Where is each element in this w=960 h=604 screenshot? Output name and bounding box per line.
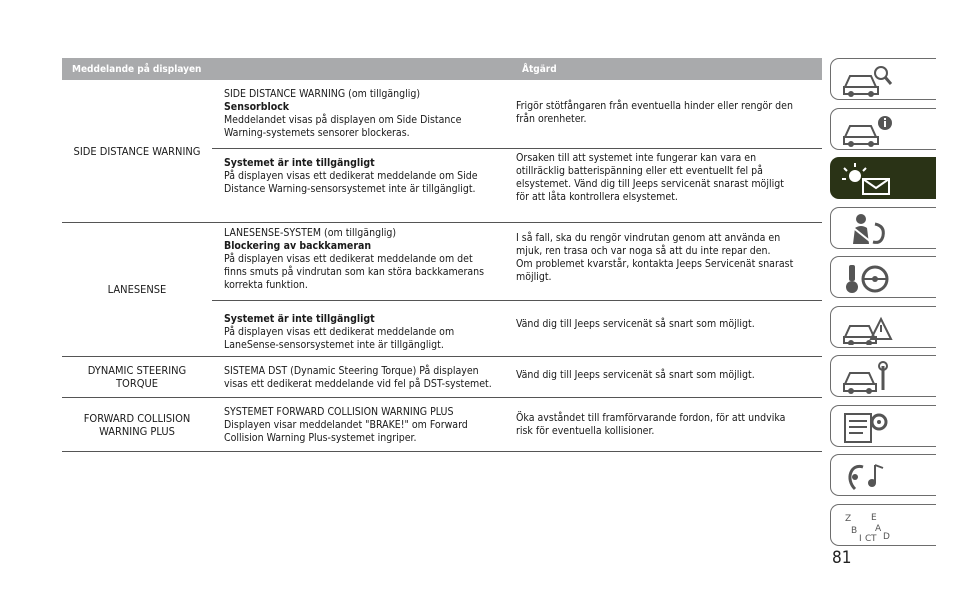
chapter-tab[interactable] xyxy=(830,504,936,546)
table-row xyxy=(212,357,822,397)
description-cell xyxy=(212,301,512,356)
description-heading: Systemet är inte tillgängligt xyxy=(224,157,375,169)
description-line: Meddelandet visas på displayen om Side Distance xyxy=(224,114,462,126)
action-line: I så fall, ska du rengör vindrutan genom att använda en xyxy=(516,232,781,244)
description-line: SISTEMA DST (Dynamic Steering Torque) På displayen xyxy=(224,365,479,377)
chapter-tab[interactable] xyxy=(830,157,936,199)
messages-table xyxy=(62,58,822,452)
action-line: Vänd dig till Jeeps servicenät så snart som möjligt. xyxy=(516,369,755,381)
description-heading: Systemet är inte tillgängligt xyxy=(224,313,375,325)
description-line: LANESENSE-SYSTEM (om tillgänglig) xyxy=(224,227,397,239)
chapter-tab[interactable] xyxy=(830,207,936,249)
description-line: Distance Warning-sensorsystemet inte är tillgängligt. xyxy=(224,183,476,195)
action-line: otillräcklig batterispänning eller ett eventuellt fel på xyxy=(516,165,763,177)
table-group xyxy=(62,398,822,452)
action-line: risk för eventuella kollisioner. xyxy=(516,425,655,437)
svg-text:I: I xyxy=(859,533,862,543)
description-line: finns smuts på vindrutan som kan störa backkamerans xyxy=(224,266,485,278)
chapter-tab[interactable] xyxy=(830,256,936,298)
svg-text:B: B xyxy=(851,525,858,536)
table-header xyxy=(62,58,822,80)
header-action: Åtgärd xyxy=(522,63,557,75)
action-cell xyxy=(512,149,822,222)
message-cell: SIDE DISTANCE WARNING xyxy=(73,144,201,158)
description-cell xyxy=(212,223,512,300)
action-line: Orsaken till att systemet inte fungerar kan vara en xyxy=(516,152,757,164)
chapter-tab[interactable] xyxy=(830,58,936,100)
table-row xyxy=(212,148,822,222)
action-line: mjuk, ren trasa och var noga så att du inte repar den. xyxy=(516,245,771,257)
description-line: På displayen visas ett dedikerat meddelande om det xyxy=(224,253,473,265)
chapter-tab[interactable] xyxy=(830,454,936,496)
description-line: visas ett dedikerat meddelande vid fel på DST-systemet. xyxy=(224,378,492,390)
description-cell xyxy=(212,149,512,222)
chapter-tab[interactable] xyxy=(830,405,936,447)
chapter-tab[interactable] xyxy=(830,355,936,397)
group-rows xyxy=(212,223,822,356)
svg-text:D: D xyxy=(883,531,890,542)
chapter-tab[interactable] xyxy=(830,108,936,150)
description-line: Warning-systemets sensorer blockeras. xyxy=(224,127,410,139)
action-cell xyxy=(512,398,822,451)
svg-text:A: A xyxy=(875,523,882,534)
table-group xyxy=(62,357,822,398)
svg-text:T: T xyxy=(871,533,877,543)
header-message: Meddelande på displayen xyxy=(72,63,202,75)
description-line: På displayen visas ett dedikerat meddelande om xyxy=(224,326,455,338)
group-rows xyxy=(212,80,822,222)
description-line: På displayen visas ett dedikerat meddelande om Side xyxy=(224,170,478,182)
chapter-tab[interactable] xyxy=(830,306,936,348)
action-line: för att låta kontrollera elsystemet. xyxy=(516,191,678,203)
action-line: Öka avståndet till framförvarande fordon, för att undvika xyxy=(516,412,786,424)
description-line: Collision Warning Plus-systemet ingriper. xyxy=(224,432,417,444)
message-cell: FORWARD COLLISION WARNING PLUS xyxy=(83,411,191,438)
group-rows xyxy=(212,398,822,451)
action-cell xyxy=(512,301,822,356)
action-line: från orenheter. xyxy=(516,113,587,125)
svg-text:C: C xyxy=(865,533,872,543)
table-row xyxy=(212,80,822,148)
description-cell xyxy=(212,80,512,148)
message-cell: LANESENSE xyxy=(107,283,167,296)
description-heading: Sensorblock xyxy=(224,101,290,113)
action-cell xyxy=(512,223,822,300)
table-group xyxy=(62,223,822,357)
description-cell xyxy=(212,398,512,451)
table-body xyxy=(62,80,822,452)
action-cell xyxy=(512,357,822,397)
action-line: Frigör stötfångaren från eventuella hinder eller rengör den xyxy=(516,100,793,112)
page-number: 81 xyxy=(832,548,852,568)
action-cell xyxy=(512,80,822,148)
table-row xyxy=(212,300,822,356)
description-line: LaneSense-sensorsystemet inte är tillgängligt. xyxy=(224,339,444,351)
description-cell xyxy=(212,357,512,397)
description-line: SYSTEMET FORWARD COLLISION WARNING PLUS xyxy=(224,406,454,418)
action-line: möjligt. xyxy=(516,271,552,283)
svg-text:Z: Z xyxy=(845,513,852,524)
action-line: Om problemet kvarstår, kontakta Jeeps Servicenät snarast xyxy=(516,258,794,270)
action-line: Vänd dig till Jeeps servicenät så snart som möjligt. xyxy=(516,318,755,330)
action-line: elsystemet. Vänd dig till Jeeps servicenät snarast möjligt xyxy=(516,178,784,190)
description-line: korrekta funktion. xyxy=(224,279,308,291)
description-heading: Blockering av backkameran xyxy=(224,240,372,252)
table-row xyxy=(212,223,822,300)
description-line: Displayen visar meddelandet "BRAKE!" om Forward xyxy=(224,419,468,431)
table-row xyxy=(212,398,822,451)
message-cell: DYNAMIC STEERING TORQUE xyxy=(87,364,187,390)
table-group xyxy=(62,80,822,223)
description-line: SIDE DISTANCE WARNING (om tillgänglig) xyxy=(224,88,421,100)
group-rows xyxy=(212,357,822,397)
svg-text:E: E xyxy=(871,512,877,523)
